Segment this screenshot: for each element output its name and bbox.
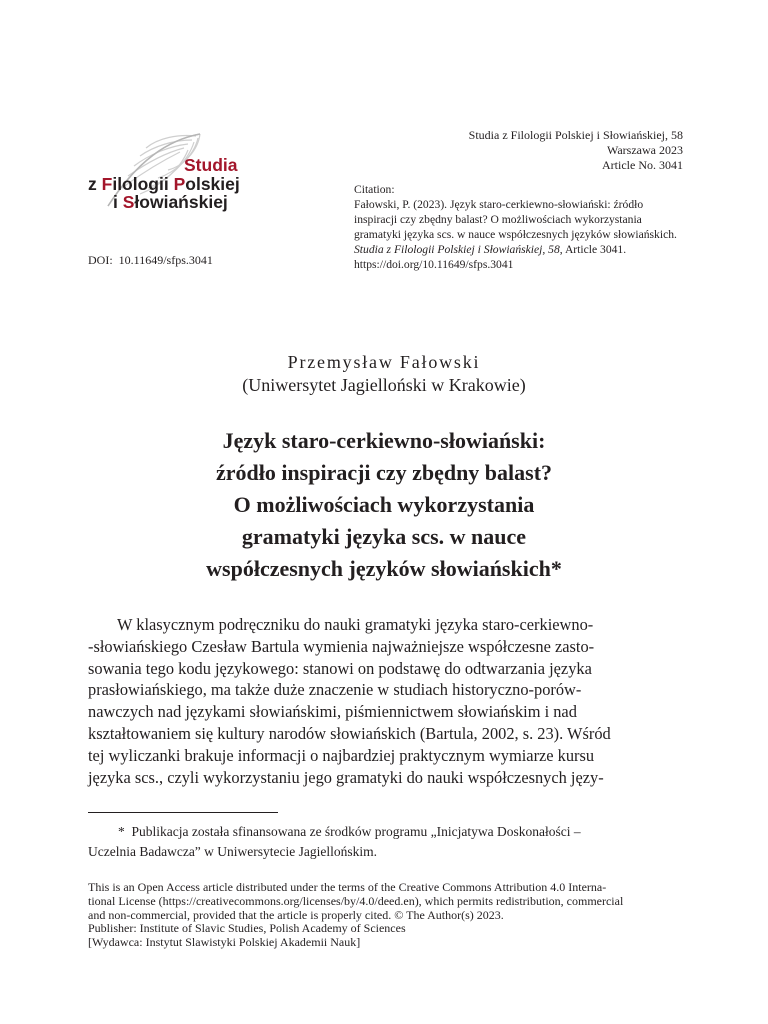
author-name: Przemysław Fałowski	[287, 352, 481, 372]
logo-text-line-3: i Słowiańskiej	[113, 192, 228, 212]
author-affiliation: (Uniwersytet Jagielloński w Krakowie)	[242, 375, 526, 395]
body-line: nawczych nad językami słowiańskimi, piśmiennictwem słowiańskim i nad	[88, 702, 577, 722]
citation-text: Fałowski, P. (2023). Język staro-cerkiewno-słowiański: źródło inspiracji czy zbędny balast? O możliwościach wykorzystania gramatyki języka scs. w nauce współczesnych języków słowiańskich. Studia z Filologii Polskiej i Słowiańskiej, 58, Article 3041. https://doi.org/10.11649/sfps.3041	[354, 198, 677, 271]
license-notice	[88, 881, 688, 950]
title-line: gramatyki języka scs. w nauce	[241, 524, 527, 549]
body-paragraph	[88, 614, 684, 788]
publisher-line-pl: [Wydawca: Instytut Slawistyki Polskiej Akademii Nauk]	[88, 935, 361, 950]
footnote-text: Publikacja została sfinansowana ze środków programu „Inicjatywa Doskonałości –	[131, 824, 581, 839]
body-line: -słowiańskiego Czesław Bartula wymienia najważniejsze współczesne zasto-	[88, 636, 595, 656]
license-line: tional License (https://creativecommons.org/licenses/by/4.0/deed.en), which permits redistribution, commercial	[88, 893, 624, 908]
footnote-text-2: Uczelnia Badawcza” w Uniwersytecie Jagiellońskim.	[88, 844, 378, 859]
body-line: W klasycznym podręczniku do nauki gramatyki języka staro-cerkiewno-	[117, 615, 594, 634]
journal-logo	[88, 130, 298, 210]
doi-value[interactable]: 10.11649/sfps.3041	[118, 253, 213, 267]
body-line: sowania tego kodu językowego: stanowi on podstawę do odtwarzania języka	[88, 658, 592, 678]
body-line: prasłowiańskiego, ma także duże znaczenie w studiach historyczno-porów-	[88, 680, 582, 700]
article-title	[0, 425, 768, 585]
footnote-divider	[88, 812, 278, 813]
footnote-marker: *	[118, 824, 125, 839]
logo-text-line-1: Studia	[184, 155, 238, 175]
article-number: Article No. 3041	[602, 158, 683, 172]
doi	[88, 253, 213, 268]
license-line: and non-commercial, provided that the article is properly cited. © The Author(s) 2023.	[88, 907, 504, 922]
title-line: źródło inspiracji czy zbędny balast?	[215, 460, 553, 485]
title-line[interactable]: współczesnych języków słowiańskich*	[206, 556, 562, 581]
journal-name: Studia z Filologii Polskiej i Słowiańskiej, 58	[468, 128, 683, 142]
license-line: This is an Open Access article distributed under the terms of the Creative Commons Attribution 4.0 Interna-	[88, 880, 607, 894]
citation-url[interactable]: https://doi.org/10.11649/sfps.3041	[354, 258, 514, 271]
footnote	[88, 822, 688, 862]
citation	[354, 182, 684, 272]
body-line: kształtowaniem się kultury narodów słowiańskich (Bartula, 2002, s. 23). Wśród	[88, 723, 611, 743]
title-line: O możliwościach wykorzystania	[233, 492, 535, 517]
journal-meta	[469, 128, 683, 173]
doi-label: DOI:	[88, 253, 113, 267]
citation-label: Citation:	[354, 183, 395, 196]
title-line: Język staro-cerkiewno-słowiański:	[222, 428, 546, 453]
place-year: Warszawa 2023	[606, 143, 683, 157]
publisher-line: Publisher: Institute of Slavic Studies, Polish Academy of Sciences	[88, 921, 406, 936]
body-line: języka scs., czyli wykorzystaniu jego gramatyki do nauki współczesnych języ-	[88, 767, 604, 787]
body-line: tej wyliczanki brakuje informacji o najbardziej praktycznym wymiarze kursu	[88, 745, 595, 765]
logo-text-line-2: z Filologii Polskiej	[88, 174, 240, 194]
